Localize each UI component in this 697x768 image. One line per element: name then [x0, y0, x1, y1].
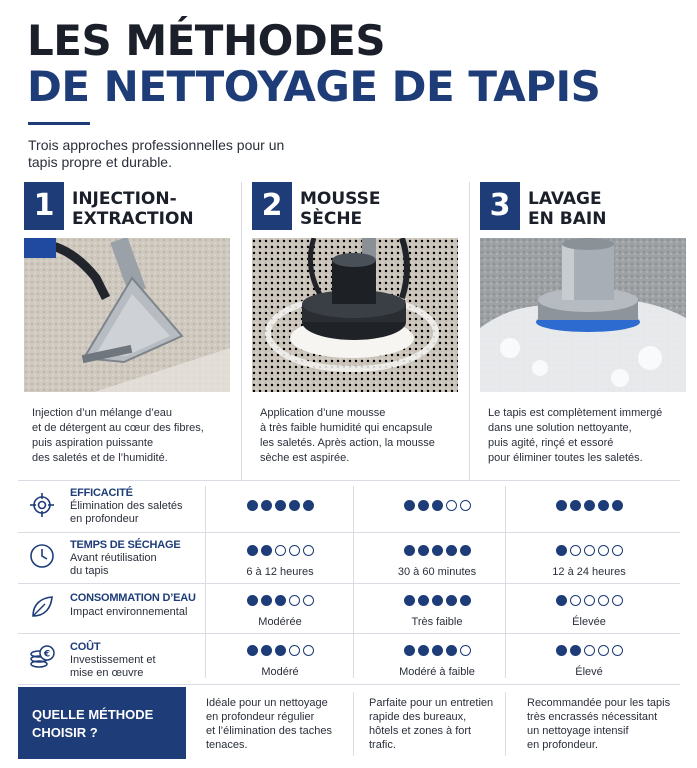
rating-dot-filled	[598, 500, 609, 511]
rating-dot-filled	[261, 545, 272, 556]
svg-text:€: €	[43, 649, 51, 660]
rating-dot-filled	[275, 500, 286, 511]
rating-dot-empty	[289, 645, 300, 656]
rating-cell	[515, 498, 663, 516]
rating-dots	[404, 595, 471, 606]
photo-injection-extraction	[24, 238, 230, 392]
target-icon	[29, 492, 55, 518]
rating-cell	[206, 593, 354, 628]
rating-dot-empty	[303, 595, 314, 606]
method-number: 1	[24, 182, 64, 230]
rating-dot-filled	[261, 500, 272, 511]
rating-label: 12 à 24 heures	[552, 566, 626, 578]
rating-dot-filled	[247, 595, 258, 606]
rating-dot-empty	[612, 595, 623, 606]
column-divider	[241, 182, 242, 480]
rating-dot-filled	[612, 500, 623, 511]
method-number: 3	[480, 182, 520, 230]
page-title	[27, 18, 600, 110]
rating-dot-empty	[584, 645, 595, 656]
rating-dot-filled	[556, 545, 567, 556]
criterion-title: TEMPS DE SÉCHAGE	[70, 539, 181, 551]
question-banner: QUELLE MÉTHODE CHOISIR ?	[18, 687, 186, 759]
rating-dot-filled	[247, 500, 258, 511]
rating-dot-empty	[570, 545, 581, 556]
criterion-title: EFFICACITÉ	[70, 487, 133, 499]
title-line-2: DE NETTOYAGE DE TAPIS	[27, 62, 601, 111]
criterion-subtitle: Investissement et mise en œuvre	[70, 654, 156, 679]
coins-icon	[29, 644, 55, 670]
rating-dot-filled	[247, 545, 258, 556]
rating-cell	[363, 543, 511, 578]
rating-dot-filled	[418, 645, 429, 656]
rating-dot-empty	[612, 545, 623, 556]
method-description: Injection d’un mélange d’eau et de détergent au cœur des fibres, puis aspiration puissante des saletés et de l’humidité.	[32, 407, 204, 464]
rating-cell	[363, 593, 511, 628]
method-name: LAVAGE EN BAIN	[528, 189, 607, 229]
rating-dots	[247, 545, 314, 556]
rating-dot-filled	[556, 500, 567, 511]
method-description: Application d’une mousse à très faible humidité qui encapsule les saletés. Après action, la mousse sèche est aspirée.	[260, 407, 435, 464]
rating-dot-filled	[460, 545, 471, 556]
rating-dot-filled	[584, 500, 595, 511]
title-underline	[28, 122, 90, 125]
criterion-subtitle: Élimination des saletés en profondeur	[70, 500, 183, 525]
rating-dot-empty	[446, 500, 457, 511]
recommendation-lavage-en-bain: Recommandée pour les tapis très encrassés nécessitant un nettoyage intensif en profondeur.	[527, 697, 671, 751]
rating-dot-filled	[404, 500, 415, 511]
rating-dot-filled	[261, 645, 272, 656]
photo-mousse-seche	[252, 238, 458, 392]
rating-cell	[206, 543, 354, 578]
rating-dot-empty	[275, 545, 286, 556]
rating-dot-empty	[598, 645, 609, 656]
rating-dot-filled	[247, 645, 258, 656]
rating-dots	[404, 500, 471, 511]
leaf-icon	[29, 594, 55, 620]
rating-dot-filled	[556, 595, 567, 606]
criterion-title: COÛT	[70, 641, 101, 653]
rating-dot-empty	[584, 595, 595, 606]
rating-dot-filled	[418, 500, 429, 511]
criterion-subtitle: Impact environnemental	[70, 606, 188, 618]
recommendation-mousse-seche: Parfaite pour un entretien rapide des bureaux, hôtels et zones à fort trafic.	[369, 697, 494, 751]
rating-dot-filled	[460, 595, 471, 606]
rating-dot-filled	[261, 595, 272, 606]
recommendation-injection-extraction: Idéale pour un nettoyage en profondeur régulier et l’élimination des taches tenaces.	[206, 697, 332, 751]
rating-label: Modérée	[258, 616, 302, 628]
rating-label: Modéré	[261, 666, 299, 678]
rating-dot-filled	[404, 645, 415, 656]
method-number: 2	[252, 182, 292, 230]
rating-dot-filled	[275, 645, 286, 656]
rating-dots	[404, 545, 471, 556]
rating-dot-filled	[303, 500, 314, 511]
rating-dot-filled	[446, 545, 457, 556]
rating-dot-filled	[446, 595, 457, 606]
rating-cell	[515, 543, 663, 578]
rating-cell	[206, 498, 354, 516]
method-name: INJECTION- EXTRACTION	[72, 189, 194, 229]
rating-dot-empty	[460, 645, 471, 656]
rating-label: Très faible	[411, 616, 463, 628]
rating-dot-empty	[289, 595, 300, 606]
rating-dot-filled	[432, 645, 443, 656]
rating-dot-filled	[275, 595, 286, 606]
rating-dot-empty	[612, 645, 623, 656]
rating-dots	[556, 645, 623, 656]
rating-dots	[556, 500, 623, 511]
rating-dot-filled	[432, 500, 443, 511]
rating-dots	[247, 595, 314, 606]
rating-label: 6 à 12 heures	[246, 566, 314, 578]
photo-lavage-en-bain	[480, 238, 686, 392]
rating-dot-empty	[289, 545, 300, 556]
rating-cell	[515, 593, 663, 628]
criterion-subtitle: Avant réutilisation du tapis	[70, 552, 157, 577]
column-divider	[469, 182, 470, 480]
rating-dots	[404, 645, 471, 656]
rating-dot-filled	[404, 545, 415, 556]
rating-dot-filled	[404, 595, 415, 606]
rating-dot-filled	[570, 500, 581, 511]
rating-label: Élevé	[575, 666, 603, 678]
rating-dots	[247, 500, 314, 511]
criterion-row-cout	[18, 633, 680, 684]
rating-cell	[363, 643, 511, 678]
rating-dots	[247, 645, 314, 656]
rating-dot-filled	[570, 645, 581, 656]
rating-dot-filled	[432, 595, 443, 606]
rating-label: Élevée	[572, 616, 606, 628]
rating-dot-filled	[418, 545, 429, 556]
rating-label: Modéré à faible	[399, 666, 475, 678]
rating-cell	[515, 643, 663, 678]
clock-icon	[29, 543, 55, 569]
rating-dot-empty	[598, 545, 609, 556]
rating-cell	[206, 643, 354, 678]
rating-dots	[556, 545, 623, 556]
rating-dot-filled	[446, 645, 457, 656]
rating-dot-empty	[460, 500, 471, 511]
rating-dot-filled	[556, 645, 567, 656]
rating-dot-empty	[584, 545, 595, 556]
rating-dot-filled	[418, 595, 429, 606]
rating-dots	[556, 595, 623, 606]
criterion-row-temps-sechage	[18, 532, 680, 583]
criterion-title: CONSOMMATION D’EAU	[70, 592, 196, 604]
rating-cell	[363, 498, 511, 516]
method-description: Le tapis est complètement immergé dans une solution nettoyante, puis agité, rinçé et essoré pour éliminer toutes les saletés.	[488, 407, 663, 464]
page-subtitle: Trois approches professionnelles pour un tapis propre et durable.	[28, 137, 285, 170]
rating-dot-empty	[570, 595, 581, 606]
rating-dot-empty	[303, 545, 314, 556]
criterion-row-consommation-eau	[18, 583, 680, 633]
rating-dot-filled	[432, 545, 443, 556]
table-divider	[18, 684, 680, 685]
criterion-row-efficacite	[18, 480, 680, 532]
rating-dot-filled	[289, 500, 300, 511]
title-line-1: LES MÉTHODES	[27, 16, 386, 65]
rating-dot-empty	[303, 645, 314, 656]
footer-column-divider	[353, 692, 354, 756]
method-name: MOUSSE SÈCHE	[300, 189, 381, 229]
rating-dot-empty	[598, 595, 609, 606]
rating-label: 30 à 60 minutes	[397, 566, 477, 578]
